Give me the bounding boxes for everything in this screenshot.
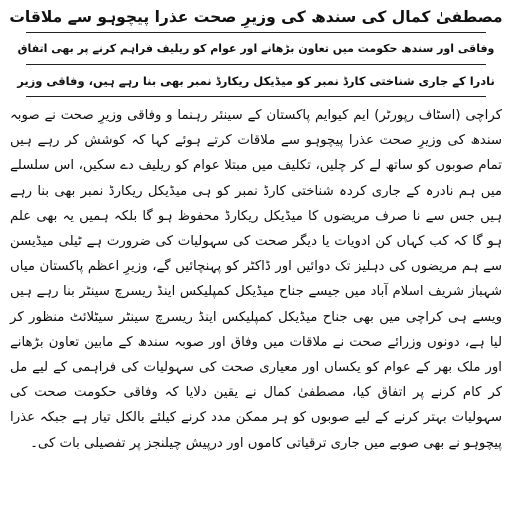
headline-main: مصطفیٰ کمال کی سندھ کی وزیرِ صحت عذرا پیچوہو سے ملاقات: [9, 8, 503, 26]
headline-third: نادرا کے جاری شناختی کارڈ نمبر کو میڈیکل ریکارڈ نمبر بھی بنا رہے ہیں، وفاقی وزیر: [17, 74, 495, 88]
headline-divider: [26, 64, 486, 65]
headline-second: وفاقی اور سندھ حکومت میں تعاون بڑھانے اور عوام کو ریلیف فراہم کرنے پر بھی اتفاق: [17, 42, 495, 55]
headline-divider: [26, 32, 486, 33]
headline-divider: [26, 96, 486, 97]
article-body: کراچی (اسٹاف رپورٹر) ایم کیوایم پاکستان کے سینئر رہنما و وفاقی وزیرِ صحت نے صوبہ سندھ کی وزیرِ صحت عذرا پیچوہو سے ملاقات کرتے ہوئے کہا کہ کوشش کر رہے ہیں تمام صوبوں کو ساتھ لے کر چلیں، تکلیف میں مبتلا عوام کو ریلیف دے سکیں، اس سلسلے میں ہم نادرہ کے جاری کردہ شناختی کارڈ نمبر کو ہی میڈیکل ریکارڈ نمبر بھی بنا رہے ہیں جس سے نا صرف مریضوں کا میڈیکل ریکارڈ محفوظ ہو گا بلکہ ہمیں یہ بھی علم ہو گا کہ کب کہاں کن ادویات یا دیگر صحت کی سہولیات کی ضرورت ہے ٹیلی میڈیسن سے ہم مریضوں کی دہلیز تک دوائیں اور ڈاکٹر کو پہنچائیں گے، وزیرِ اعظم پاکستان میاں شہباز شریف اسلام آباد میں جیسے جناح میڈیکل کمپلیکس اینڈ ریسرچ سینٹر بنا رہے ہیں ویسے ہی کراچی میں بھی جناح میڈیکل کمپلیکس اینڈ ریسرچ سینٹر سیٹلائٹ منظور کر لیا ہے، دونوں وزرائے صحت نے ملاقات میں وفاق اور صوبہ سندھ کے مابین تعاون بڑھانے اور ملک بھر کے عوام کو یکساں اور معیاری صحت کی سہولیات کی فراہمی کے لیے مل کر کام کرنے پر اتفاق کیا، مصطفیٰ کمال نے یقین دلایا کہ وفاقی حکومت صحت کی سہولیات بہتر کرنے کے لیے صوبوں کو ہر ممکن مدد کرنے کیلئے بالکل تیار ہے جبکہ عذرا پیچوہو نے بھی صوبے میں جاری ترقیاتی کاموں اور درپیش چیلنجز پر تفصیلی بات کی۔: [10, 108, 502, 451]
